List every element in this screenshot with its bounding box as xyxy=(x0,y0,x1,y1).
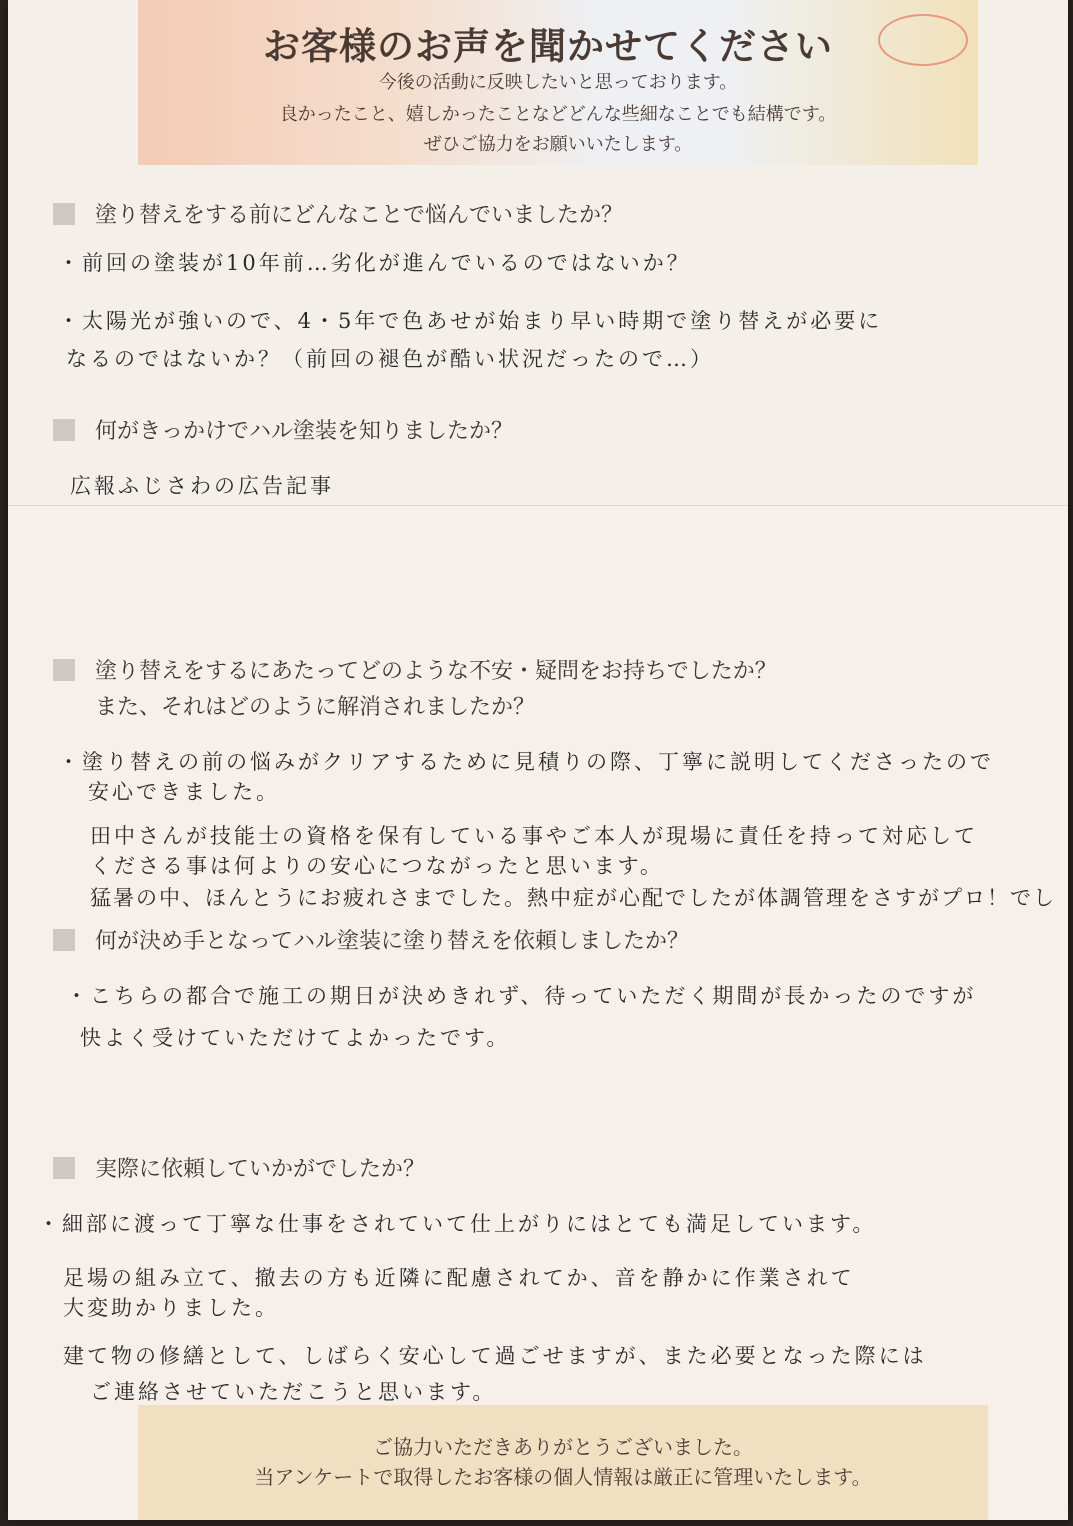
question-4 xyxy=(53,924,689,960)
answer-text: ・塗り替えの前の悩みがクリアするために見積りの際、丁寧に説明してくださったので xyxy=(58,750,994,774)
question-label: 塗り替えをする前にどんなことで悩んでいましたか？ xyxy=(95,203,624,228)
answer-text: ・こちらの都合で施工の期日が決めきれず、待っていただく期間が長かったのですが xyxy=(66,984,977,1008)
bullet-square-icon xyxy=(53,419,75,441)
answer-text: ・前回の塗装が10年前…劣化が進んでいるのではないか？ xyxy=(58,251,691,275)
answer-text: 建て物の修繕として、しばらく安心して過ごせますが、また必要となった際には xyxy=(63,1344,927,1368)
answer-text: ご連絡させていただこうと思います。 xyxy=(90,1380,497,1404)
answer-text: くださる事は何よりの安心につながったと思います。 xyxy=(90,854,664,878)
answer-text: 広報ふじさわの広告記事 xyxy=(70,474,334,498)
bullet-square-icon xyxy=(53,929,75,951)
bullet-square-icon xyxy=(53,203,75,225)
question-label: 何がきっかけでハル塗装を知りましたか？ xyxy=(95,419,514,444)
question-label-2: また、それはどのように解消されましたか？ xyxy=(95,695,536,720)
survey-header xyxy=(138,0,978,165)
answer-text: 足場の組み立て、撤去の方も近隣に配慮されてか、音を静かに作業されて xyxy=(63,1266,855,1290)
answer-text: 快よく受けていただけてよかったです。 xyxy=(80,1026,511,1050)
answer-text: 田中さんが技能士の資格を保有している事やご本人が現場に責任を持って対応して xyxy=(90,824,978,848)
bullet-square-icon xyxy=(53,659,75,681)
question-label: 何が決め手となってハル塗装に塗り替えを依頼しましたか？ xyxy=(95,929,690,954)
question-3 xyxy=(53,654,777,726)
answer-text: 大変助かりました。 xyxy=(63,1296,279,1320)
survey-title: お客様のお声を聞かせてください xyxy=(263,25,833,68)
answer-text: 安心できました。 xyxy=(88,780,280,804)
answer-text: 猛暑の中、ほんとうにお疲れさまでした。熱中症が心配でしたが体調管理をさすがプロ！でし xyxy=(90,886,1056,910)
header-line: 良かったこと、嬉しかったことなどどんな些細なことでも結構です。 xyxy=(279,104,837,125)
speech-bubble-icon xyxy=(878,14,968,66)
survey-sheet xyxy=(8,0,1068,1520)
question-5 xyxy=(53,1152,425,1188)
header-line: ぜひご協力をお願いいたします。 xyxy=(423,134,693,155)
answer-text: ・細部に渡って丁寧な仕事をされていて仕上がりにはとても満足しています。 xyxy=(38,1212,877,1236)
question-2 xyxy=(53,414,513,450)
header-line: 今後の活動に反映したいと思っております。 xyxy=(378,72,738,93)
footer-line: 当アンケートで取得したお客様の個人情報は厳正に管理いたします。 xyxy=(254,1465,872,1489)
survey-footer xyxy=(138,1405,988,1520)
footer-line: ご協力いただきありがとうございました。 xyxy=(373,1435,753,1459)
bullet-square-icon xyxy=(53,1157,75,1179)
question-1 xyxy=(53,198,623,234)
question-label: 実際に依頼していかがでしたか？ xyxy=(95,1157,426,1182)
question-label: 塗り替えをするにあたってどのような不安・疑問をお持ちでしたか？ xyxy=(95,659,777,684)
answer-text: ・太陽光が強いので、4・5年で色あせが始まり早い時期で塗り替えが必要に xyxy=(58,309,883,333)
answer-text: なるのではないか？（前回の褪色が酷い状況だったので…） xyxy=(66,347,714,371)
